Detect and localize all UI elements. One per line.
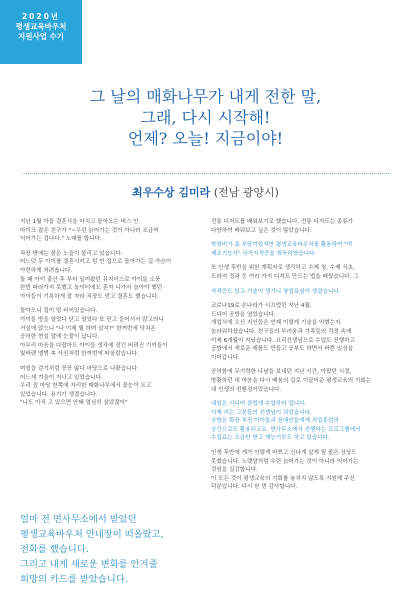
text-line: 또 인생 후반을 위한 계획자로 생각하고 수제 청, 수제 식초, bbox=[211, 265, 355, 272]
paragraph bbox=[20, 218, 204, 244]
award-name: 최우수상 김미라 bbox=[132, 186, 211, 199]
pull-quote-line: 희망의 카드를 받았습니다. bbox=[20, 574, 128, 585]
text-line: 우리 집 마당 한쪽에 자리한 매화나무에서 꽃눈이 트고 bbox=[20, 383, 152, 390]
paragraph bbox=[211, 288, 395, 297]
text-line: 개업식에 오신 지인들은 언제 이렇게 기술을 익혔는지 bbox=[211, 320, 341, 327]
headline-line: 언제? 오늘! 지금이야! bbox=[127, 129, 284, 148]
tag-category: 지원사업 수기 bbox=[17, 32, 65, 41]
text-line: 다양하여 배워보고 싶은 것이 많았습니다. bbox=[211, 227, 312, 234]
pull-quote-line: 전화를 했습니다. bbox=[20, 544, 89, 555]
pull-quote bbox=[20, 512, 210, 587]
text-line: 어느새 겨울이 지나고 있었습니다. bbox=[20, 374, 103, 381]
text-line: 며칠을 감기처럼 꽁꽁 앓다 마당으로 나왔습니다. bbox=[20, 365, 139, 372]
text-line: 어느덧 두 아이를 결혼시키고 텅 빈 집으로 돌아가는 길 가슴이 bbox=[20, 259, 172, 266]
paragraph bbox=[211, 449, 395, 492]
text-line: 덕분입니다. 다시 한 번 감사합니다. bbox=[211, 484, 298, 491]
paragraph bbox=[211, 302, 395, 362]
text-line: 드디어 공방을 열었습니다. bbox=[211, 311, 276, 318]
paragraph bbox=[211, 218, 395, 235]
text-line: 방황하던 내 마음을 다시 배움의 길로 이끌어준 평생교육의 기회는 bbox=[211, 377, 372, 384]
text-line: 돌아오니 집이 텅 비어있습니다. bbox=[20, 308, 98, 315]
headline-line: 그 날의 매화나무가 내게 전한 말, bbox=[89, 87, 322, 106]
paragraph bbox=[20, 250, 204, 302]
text-line: 아무리 마음을 다잡아도 아이들 생각에 잠긴 버려진 기억들이 bbox=[20, 342, 168, 349]
text-line: 공허한 현실 앞에 눈물이 납니다. bbox=[20, 334, 100, 341]
text-line: 제조기능사" 국가자격증을 취득하였습니다. bbox=[211, 250, 317, 257]
text-line: 아련하게 저려옵니다. bbox=[20, 267, 73, 274]
divider bbox=[22, 173, 389, 174]
text-line: 지난 1월 아들 결혼식을 마치고 돌아오는 버스 안. bbox=[20, 219, 141, 225]
text-line: 전통 디저트를 배워보기로 했습니다. 전통 디저트는 종류가 bbox=[211, 219, 354, 225]
headline-line: 그래, 다시 시작해! bbox=[140, 108, 271, 127]
paragraph bbox=[211, 400, 395, 443]
text-line: 있었습니다. 용기가 생겼습니다. bbox=[20, 391, 98, 398]
paragraph bbox=[20, 365, 204, 408]
text-line: 코로나19로 온나라가 시끄럽던 지난 4월. bbox=[211, 303, 312, 310]
text-line: 이제 저는 그분들의 선생님이 되었습니다. bbox=[211, 409, 312, 416]
text-line: 빛바랜 앨범 속 사진처럼 한꺼번에 떠올랐습니다. bbox=[20, 351, 139, 358]
text-line: 못했습니다. 노랫말처럼 우린 늙어가는 것이 아니라 익어가는 bbox=[211, 458, 359, 465]
text-line: 한번 따라가지 못했고 놀이터에도 혼자 나가서 놀아야 했던 bbox=[20, 285, 163, 292]
paragraph bbox=[211, 368, 395, 394]
text-line: 수업료는 조금만 받고 재능기부도 하고 있습니다. bbox=[211, 435, 330, 442]
award-region: (전남 광양시) bbox=[213, 186, 279, 199]
text-line: 아이들이 기특하게 잘 자라 직장도 얻고 결혼도 했습니다. bbox=[20, 293, 159, 300]
text-line: 이 모든 것이 평생교육의 기회를 놓치지 않도록 지원해 주신 bbox=[211, 475, 355, 482]
text-line: 내일은 시니어 클럽에 수업하러 갑니다. bbox=[211, 401, 307, 408]
pull-quote-line: 그리고 내게 새로운 변화를 안겨줄 bbox=[20, 559, 158, 570]
text-line: 공허함에 무기력한 나날을 보내던 지난 시간, 아팠던 시절, bbox=[211, 369, 352, 376]
text-line: 내 인생의 전환점이었습니다. bbox=[211, 386, 282, 393]
tag-year: 2020년 bbox=[21, 12, 61, 21]
text-line: 학원비가 좀 부담이었지만 평생교육바우처를 활용하여 "떡 bbox=[211, 242, 353, 249]
paragraph bbox=[211, 264, 395, 281]
text-line: 자격증도 있고 기술이 생기니 창업욕심이 생겼습니다. bbox=[211, 288, 341, 295]
text-line: 차창 밖에는 붉은 노을이 물리고 있습니다. bbox=[20, 250, 123, 257]
paragraph bbox=[211, 241, 395, 258]
text-line: 것임을 실감합니다. bbox=[211, 467, 258, 474]
text-line: 인생 후반에 게가 이렇게 바쁘고 신나게 살게 될 줄은 상상도 bbox=[211, 450, 357, 457]
program-tag bbox=[0, 0, 82, 64]
tag-program: 평생교육바우처 bbox=[15, 22, 67, 31]
text-line: 돌 때 아이 출산 후 부터 일어왔던 뮤지더스로 아이들 소풍 bbox=[20, 276, 161, 283]
text-line: 마이크 잡은 친구가 "~우린 늙어가는 것이 아니라 조금씩 bbox=[20, 227, 159, 234]
text-line: 놀라워하셨습니다. 친구들의 부러움과 가족들의 걱정 속에 bbox=[211, 328, 352, 335]
text-line: 이어갑니다. bbox=[211, 354, 240, 361]
pull-quote-line: 평생교육바우처 안내장이 떠올랐고, bbox=[20, 529, 164, 540]
award-winner bbox=[0, 184, 411, 200]
headline bbox=[30, 86, 381, 149]
text-line: 공방에서 새로운 제품도 만들고 공부도 하면서 바쁜 일상을 bbox=[211, 346, 354, 353]
paragraph bbox=[20, 307, 204, 359]
left-column bbox=[20, 218, 204, 414]
text-line: "나도 아직 고 있으면 안돼 열심히 살았잖아" bbox=[20, 400, 128, 407]
right-column bbox=[211, 218, 395, 498]
text-line: 익어가는 겁니다." 노래를 합니다. bbox=[20, 236, 102, 243]
text-line: 공방은 확장 부진 아이들과 장애인들에게 직업훈련의 bbox=[211, 418, 339, 425]
text-line: 도라지 정과 등 여러 가지 디저트 만드는 법을 배웠습니다. 그 bbox=[211, 273, 359, 280]
pull-quote-line: 얼마 전 면사무소에서 받았던 bbox=[20, 514, 137, 525]
text-line: 공간으로도 활용되고요. 면사무소에서 진행하는 프로그램에서 bbox=[211, 426, 361, 433]
text-line: 이제 6개월이 지났습니다. 요리선생님으로 수업도 진행하고 bbox=[211, 337, 355, 344]
text-line: 거실에 앉으니 "나 이제 뭘 하며 살지?" 한꺼번에 닥쳐온 bbox=[20, 325, 156, 332]
text-line: 아이들 방을 열었다 닫고 열었다 또 닫고 들어서서 앉고라니 bbox=[20, 316, 164, 323]
